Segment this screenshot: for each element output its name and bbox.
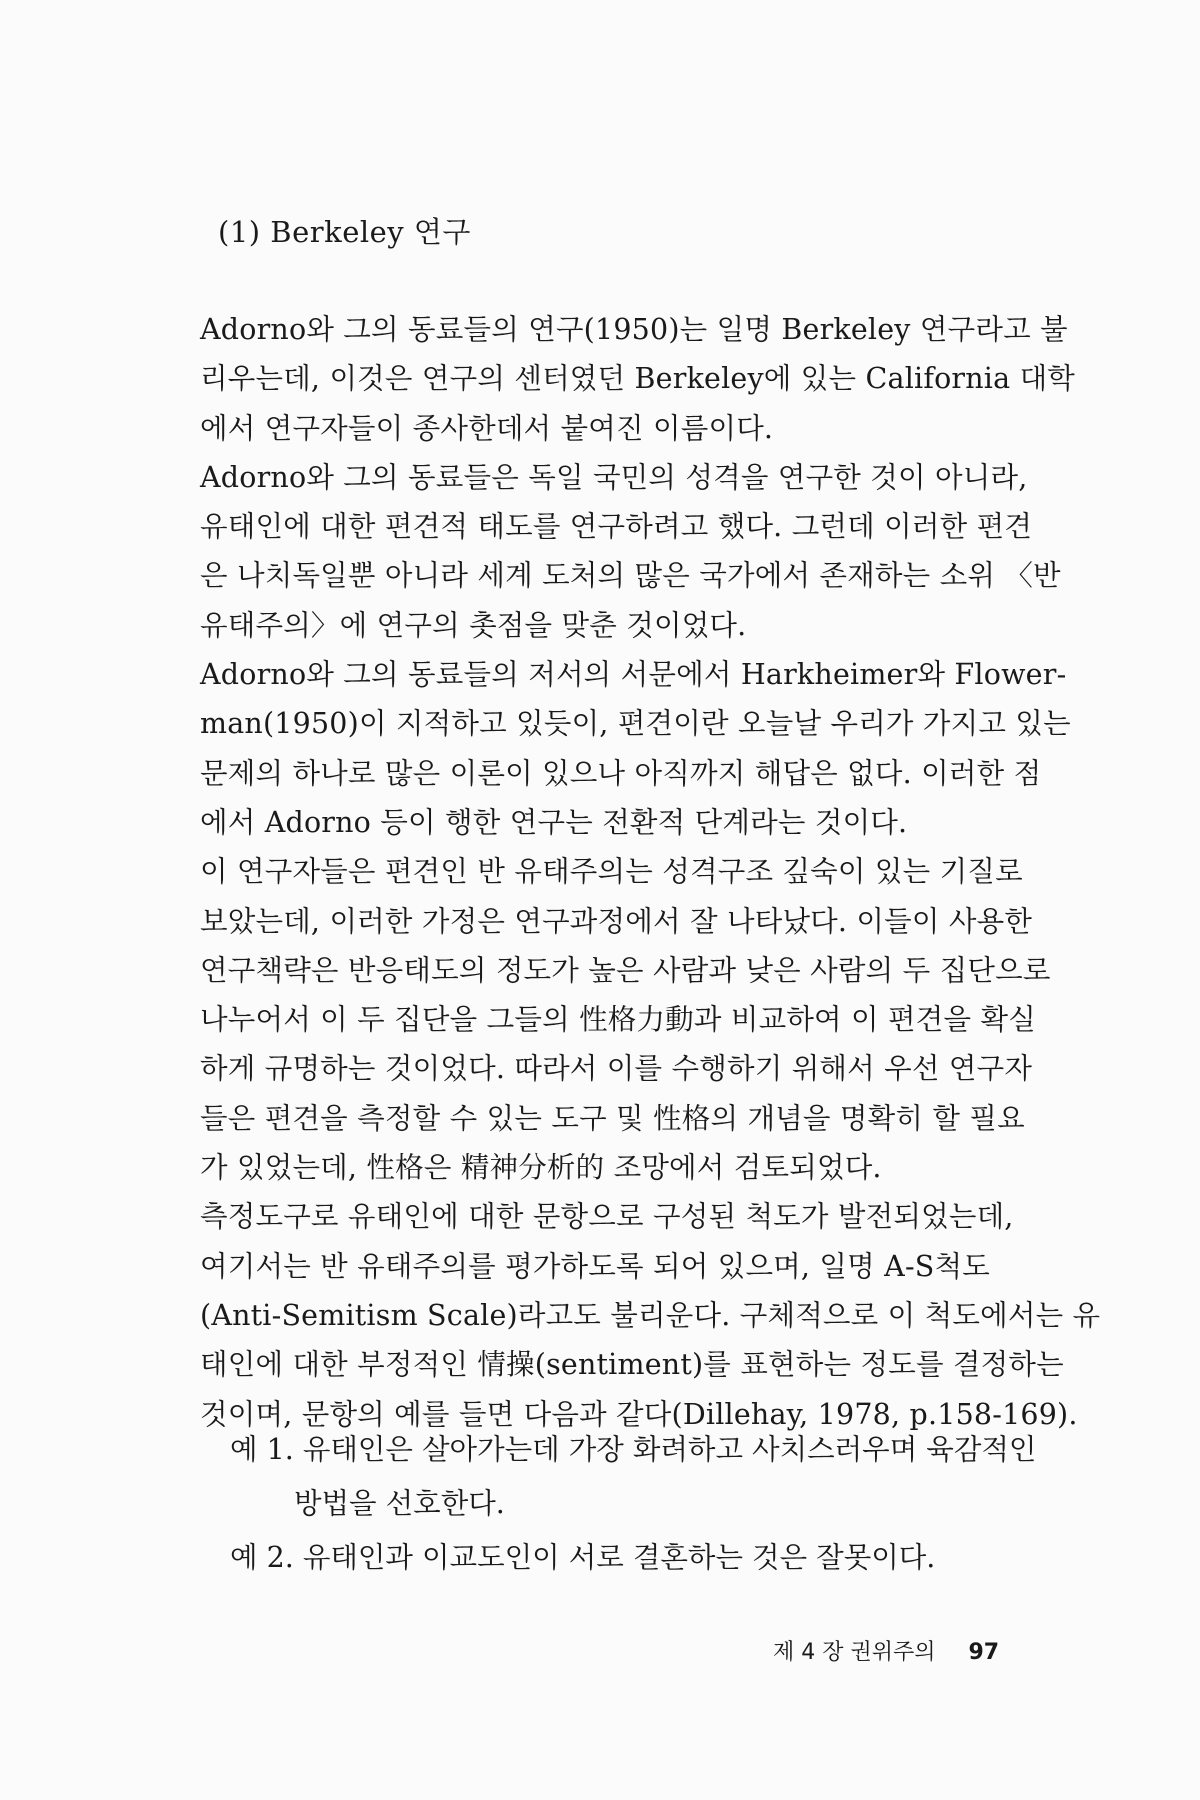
body-line: 나누어서 이 두 집단을 그들의 性格力動과 비교하여 이 편견을 확실 [200,1003,1036,1037]
body-line: 여기서는 반 유태주의를 평가하도록 되어 있으며, 일명 A-S척도 [200,1249,990,1283]
body-line: Adorno와 그의 동료들은 독일 국민의 성격을 연구한 것이 아니라, [200,460,1028,494]
example-list [230,1423,1050,1585]
page-footer [773,1635,999,1666]
body-line: 은 나치독일뿐 아니라 세계 도처의 많은 국가에서 존재하는 소위 〈반 [200,559,1061,593]
body-line: 에서 Adorno 등이 행한 연구는 전환적 단계라는 것이다. [200,805,908,839]
body-line: 태인에 대한 부정적인 情操(sentiment)를 표현하는 정도를 결정하는 [200,1348,1064,1382]
body-line: man(1950)이 지적하고 있듯이, 편견이란 오늘날 우리가 가지고 있는 [200,707,1071,741]
body-line: 에서 연구자들이 종사한데서 붙여진 이름이다. [200,411,774,445]
body-line: 문제의 하나로 많은 이론이 있으나 아직까지 해답은 없다. 이러한 점 [200,756,1042,790]
body-line: 유태주의〉에 연구의 촛점을 맞춘 것이었다. [200,608,747,642]
body-line: 리우는데, 이것은 연구의 센터였던 Berkeley에 있는 California 대학 [200,362,1076,396]
example-1: 예 1. 유태인은 살아가는데 가장 화려하고 사치스러우며 육감적인 [230,1433,1037,1466]
body-line: 이 연구자들은 편견인 반 유태주의는 성격구조 깊숙이 있는 기질로 [200,855,1023,889]
body-line: 들은 편견을 측정할 수 있는 도구 및 性格의 개념을 명확히 할 필요 [200,1101,1025,1135]
body-line: Adorno와 그의 동료들의 연구(1950)는 일명 Berkeley 연구라고 불 [200,313,1068,346]
body-text [200,305,1101,1439]
body-line: Adorno와 그의 동료들의 저서의 서문에서 Harkheimer와 Flower- [200,658,1067,692]
page-number: 97 [968,1640,1000,1665]
body-line: 측정도구로 유태인에 대한 문항으로 구성된 척도가 발전되었는데, [200,1200,1014,1234]
body-line: 유태인에 대한 편견적 태도를 연구하려고 했다. 그런데 이러한 편견 [200,510,1033,544]
body-line: 연구책략은 반응태도의 정도가 높은 사람과 낮은 사람의 두 집단으로 [200,953,1051,987]
section-heading: (1) Berkeley 연구 [218,215,471,249]
chapter-title: 제 4 장 권위주의 [773,1640,936,1665]
body-line: 것이며, 문항의 예를 들면 다음과 같다(Dillehay, 1978, p.158-169). [200,1397,1078,1431]
body-line: 가 있었는데, 性格은 精神分析的 조망에서 검토되었다. [200,1151,882,1185]
example-2: 예 2. 유태인과 이교도인이 서로 결혼하는 것은 잘못이다. [230,1541,936,1574]
body-line: 하게 규명하는 것이었다. 따라서 이를 수행하기 위해서 우선 연구자 [200,1052,1033,1086]
example-1-continuation: 방법을 선호한다. [294,1487,505,1520]
body-line: 보았는데, 이러한 가정은 연구과정에서 잘 나타났다. 이들이 사용한 [200,904,1033,938]
body-line: (Anti-Semitism Scale)라고도 불리운다. 구체적으로 이 척도에서는 유 [200,1298,1101,1332]
